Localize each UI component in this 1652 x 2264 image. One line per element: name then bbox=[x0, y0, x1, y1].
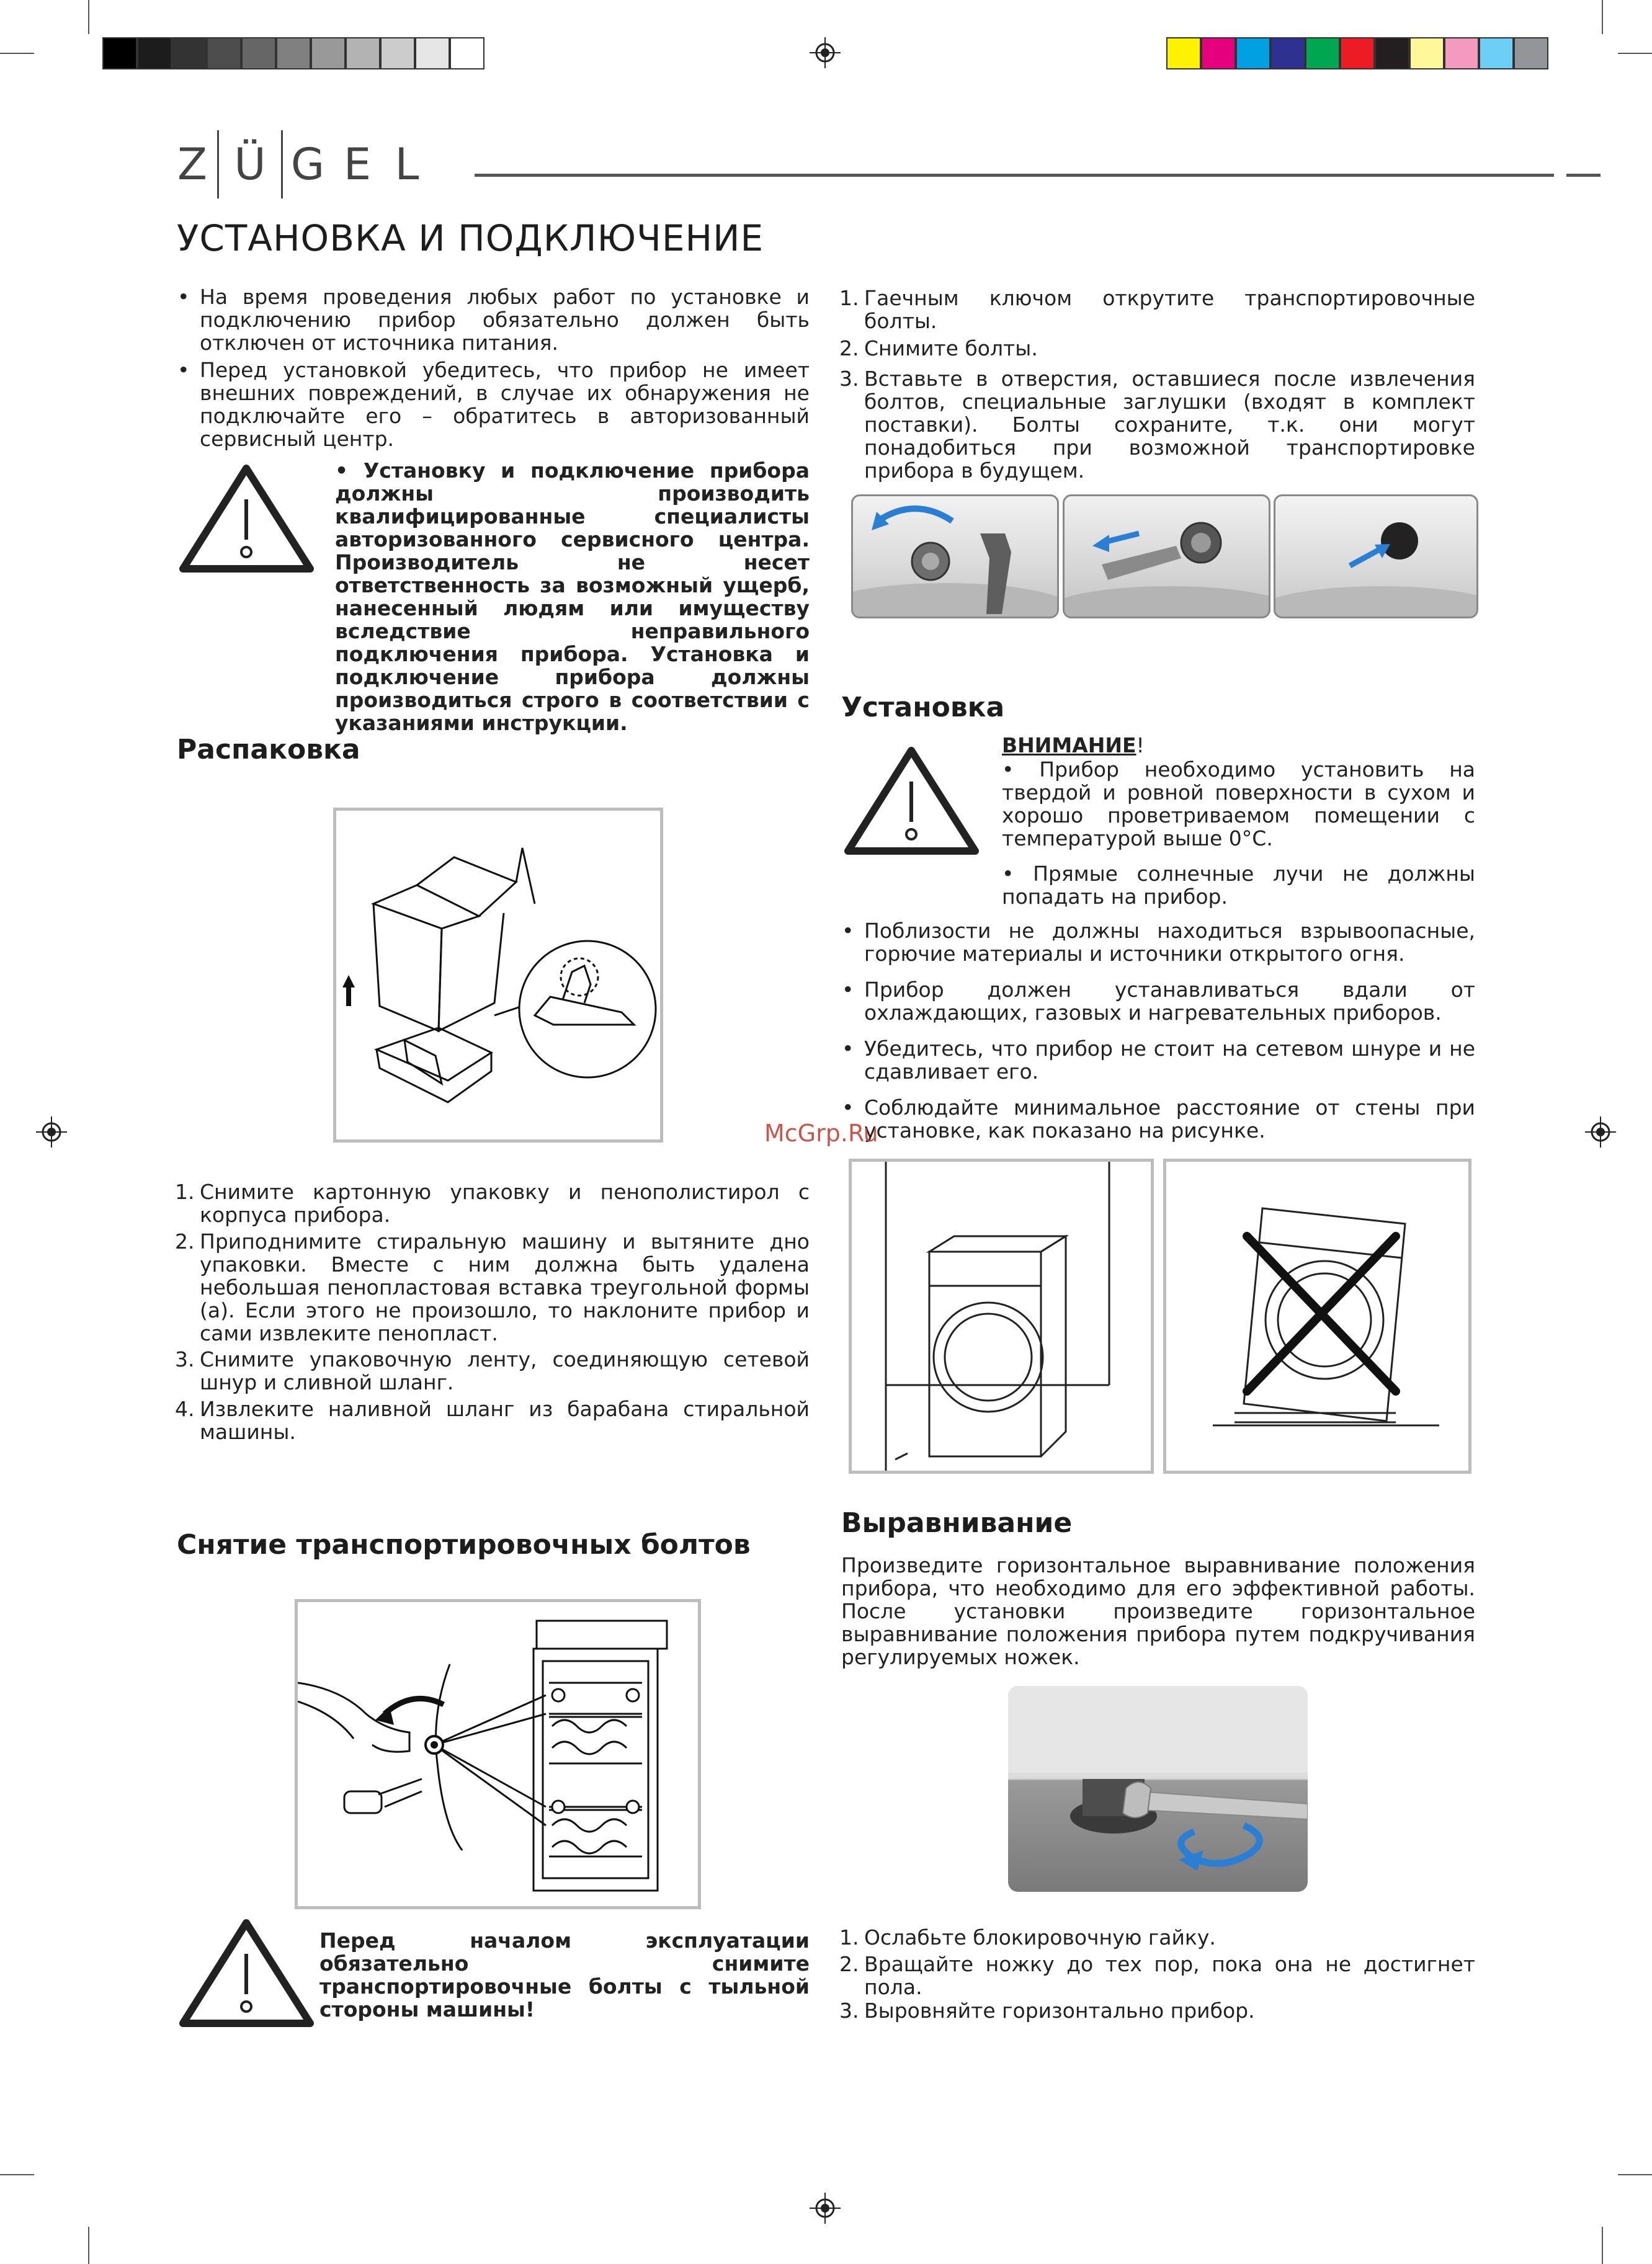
leveling-text: Произведите горизонтальное выравнивание положения прибора, что необходимо для его эффективной работы. После установки произведите горизонтальное выравнивание положения прибора путем подкручивания регулируемых ножек. bbox=[841, 1553, 1475, 1669]
grayscale-swatch bbox=[207, 37, 241, 69]
attention-item-text: Прямые солнечные лучи не должны попадать на прибор. bbox=[1002, 862, 1475, 909]
bolts-illustration bbox=[295, 1599, 701, 1909]
step-text: Снимите упаковочную ленту, соединяющую сетевой шнур и сливной шланг. bbox=[200, 1347, 810, 1394]
grayscale-swatch bbox=[172, 37, 207, 69]
bolt-removal-photo-2 bbox=[1063, 494, 1270, 618]
header-divider-end bbox=[1566, 174, 1601, 177]
bolts-step bbox=[839, 286, 1475, 333]
process-swatch bbox=[1514, 37, 1548, 69]
bolt-removal-photo-1 bbox=[851, 494, 1059, 618]
process-swatch bbox=[1305, 37, 1340, 69]
step-text: Снимите болты. bbox=[864, 336, 1038, 360]
attention-label bbox=[1002, 734, 1145, 757]
installation-bullet-text: Убедитесь, что прибор не стоит на сетевом шнуре и не сдавливает его. bbox=[864, 1036, 1475, 1084]
unpacking-step bbox=[175, 1229, 810, 1345]
brand-letter: G bbox=[290, 139, 325, 190]
unpacking-heading: Распаковка bbox=[177, 734, 360, 765]
installation-bullet: • Убедитесь, что прибор не стоит на сетевом шнуре и не сдавливает его. bbox=[842, 1036, 1475, 1084]
installation-heading: Установка bbox=[841, 692, 1005, 723]
installation-bullet-text: Прибор должен устанавливаться вдали от охлаждающих, газовых и нагревательных приборов. bbox=[864, 978, 1475, 1025]
brand-logo bbox=[167, 136, 432, 192]
leveling-heading: Выравнивание bbox=[841, 1507, 1073, 1539]
step-text: Вращайте ножку до тех пор, пока она не достигнет пола. bbox=[864, 1952, 1475, 1999]
crop-mark bbox=[1602, 2227, 1603, 2264]
leveling-step bbox=[839, 1999, 1475, 2023]
process-swatch bbox=[1166, 37, 1201, 69]
grayscale-swatch bbox=[241, 37, 276, 69]
attention-mark: ! bbox=[1136, 733, 1145, 757]
crop-mark bbox=[0, 2174, 34, 2175]
attention-label-text: ВНИМАНИЕ bbox=[1002, 733, 1136, 757]
brand-letter: E bbox=[343, 139, 372, 190]
process-swatch bbox=[1479, 37, 1514, 69]
installation-bullet-text: Соблюдайте минимальное расстояние от стены при установке, как показано на рисунке. bbox=[864, 1095, 1475, 1143]
step-text: Извлеките наливной шланг из барабана стиральной машины. bbox=[200, 1397, 810, 1444]
intro-warning: • Установку и подключение прибора должны производить квалифицированные специалисты авторизованного сервисного центра. Производитель не несет ответственность за возможный ущерб, нанесенный людям или имуществу вследствие неправильного подключения прибора. Установка и подключение прибора должны производиться строго в соответствии с указаниями инструкции. bbox=[335, 458, 810, 735]
process-swatch bbox=[1201, 37, 1236, 69]
step-number: 1. bbox=[839, 1925, 859, 1950]
process-swatch bbox=[1375, 37, 1409, 69]
step-number: 3. bbox=[839, 1999, 859, 2023]
step-number: 2. bbox=[839, 1952, 859, 1976]
wall-distance-illustration bbox=[849, 1159, 1154, 1474]
attention-item-text: Прибор необходимо установить на твердой и ровной поверхности в сухом и хорошо проветриваемом помещении с температурой выше 0°С. bbox=[1002, 757, 1475, 850]
page-title: УСТАНОВКА И ПОДКЛЮЧЕНИЕ bbox=[177, 217, 764, 259]
attention-item: • Прибор необходимо установить на твердой и ровной поверхности в сухом и хорошо проветриваемом помещении с температурой выше 0°С. bbox=[1002, 757, 1475, 850]
intro-bullet: • На время проведения любых работ по установке и подключению прибор обязательно должен быть отключен от источника питания. bbox=[177, 285, 810, 355]
step-number: 2. bbox=[175, 1229, 195, 1254]
grayscale-swatch bbox=[276, 37, 311, 69]
step-number: 3. bbox=[175, 1347, 195, 1371]
step-text: Выровняйте горизонтально прибор. bbox=[864, 1999, 1255, 2023]
registration-mark-bottom-icon bbox=[810, 2193, 841, 2224]
brand-letter: L bbox=[395, 139, 419, 190]
warning-triangle-icon bbox=[177, 1917, 316, 2028]
intro-bullet-text: На время проведения любых работ по установке и подключению прибор обязательно должен быть отключен от источника питания. bbox=[200, 285, 810, 355]
step-text: Вставьте в отверстия, оставшиеся после извлечения болтов, специальные заглушки (входят в комплект поставки). Болты сохраните, т.к. они могут понадобиться при возможной транспортировке прибора в будущем. bbox=[864, 367, 1475, 483]
process-swatch bbox=[1270, 37, 1305, 69]
step-number: 2. bbox=[839, 336, 859, 360]
crop-mark bbox=[0, 53, 34, 54]
intro-warning-text: Установку и подключение прибора должны производить квалифицированные специалисты авторизованного сервисного центра. Производитель не несет ответственность за возможный ущерб, нанесенный людям или имуществу вследствие неправильного подключения прибора. Установка и подключение прибора должны производиться строго в соответствии с указаниями инструкции. bbox=[335, 458, 810, 735]
installation-bullet: • Поблизости не должны находиться взрывоопасные, горючие материалы и источники открытого огня. bbox=[842, 919, 1475, 966]
crop-mark bbox=[1618, 2174, 1652, 2175]
intro-bullet-text: Перед установкой убедитесь, что прибор не имеет внешних повреждений, в случае их обнаружения не подключайте его – обратитесь в авторизованный сервисный центр. bbox=[200, 358, 810, 451]
bolts-step bbox=[839, 336, 1475, 360]
installation-bullet: • Соблюдайте минимальное расстояние от стены при установке, как показано на рисунке. bbox=[842, 1095, 1475, 1143]
grayscale-swatch bbox=[311, 37, 346, 69]
installation-bullet: • Прибор должен устанавливаться вдали от охлаждающих, газовых и нагревательных приборов. bbox=[842, 978, 1475, 1025]
incorrect-placement-illustration bbox=[1163, 1159, 1471, 1474]
header-divider bbox=[475, 174, 1554, 177]
grayscale-swatch bbox=[346, 37, 380, 69]
bolts-warning: Перед началом эксплуатации обязательно снимите транспортировочные болты с тыльной стороны машины! bbox=[319, 1928, 810, 2021]
brand-letter: Ü bbox=[217, 130, 283, 198]
warning-triangle-icon bbox=[842, 744, 981, 856]
crop-mark bbox=[88, 2227, 89, 2264]
process-swatch bbox=[1236, 37, 1270, 69]
step-number: 1. bbox=[839, 286, 859, 310]
installation-bullet-text: Поблизости не должны находиться взрывоопасные, горючие материалы и источники открытого огня. bbox=[864, 919, 1475, 966]
unpacking-illustration bbox=[333, 808, 663, 1143]
brand-letter: Z bbox=[177, 139, 207, 190]
crop-mark bbox=[1618, 53, 1652, 54]
bolt-removal-photo-3 bbox=[1274, 494, 1478, 618]
step-text: Ослабьте блокировочную гайку. bbox=[864, 1925, 1216, 1950]
intro-bullet: • Перед установкой убедитесь, что прибор не имеет внешних повреждений, в случае их обнаружения не подключайте его – обратитесь в авторизованный сервисный центр. bbox=[177, 358, 810, 451]
unpacking-step bbox=[175, 1180, 810, 1227]
process-swatch bbox=[1340, 37, 1375, 69]
unpacking-step bbox=[175, 1397, 810, 1444]
step-number: 4. bbox=[175, 1397, 195, 1421]
attention-item: • Прямые солнечные лучи не должны попадать на прибор. bbox=[1002, 862, 1475, 909]
grayscale-swatch bbox=[102, 37, 137, 69]
grayscale-swatch bbox=[380, 37, 415, 69]
step-text: Приподнимите стиральную машину и вытяните дно упаковки. Вместе с ним должна быть удалена небольшая пенопластовая вставка треугольной формы (a). Если этого не произошло, то наклоните прибор и сами извлеките пенопласт. bbox=[200, 1229, 810, 1345]
grayscale-swatch bbox=[137, 37, 172, 69]
registration-mark-right-icon bbox=[1585, 1116, 1616, 1148]
crop-mark bbox=[1602, 0, 1603, 34]
process-swatch bbox=[1409, 37, 1444, 69]
leveling-foot-photo bbox=[1008, 1686, 1308, 1892]
grayscale-swatch bbox=[450, 37, 484, 69]
leveling-step bbox=[839, 1952, 1475, 1999]
warning-triangle-icon bbox=[177, 462, 316, 574]
grayscale-swatch bbox=[415, 37, 450, 69]
bolts-heading: Снятие транспортировочных болтов bbox=[177, 1529, 751, 1561]
crop-mark bbox=[88, 0, 89, 34]
watermark: McGrp.Ru bbox=[764, 1120, 878, 1147]
leveling-step bbox=[839, 1925, 1475, 1950]
registration-mark-left-icon bbox=[36, 1116, 67, 1148]
step-text: Гаечным ключом открутите транспортировочные болты. bbox=[864, 286, 1475, 333]
registration-mark-top-icon bbox=[810, 37, 841, 68]
unpacking-step bbox=[175, 1347, 810, 1394]
step-number: 1. bbox=[175, 1180, 195, 1204]
step-number: 3. bbox=[839, 367, 859, 391]
step-text: Снимите картонную упаковку и пенополистирол с корпуса прибора. bbox=[200, 1180, 810, 1227]
process-swatch bbox=[1444, 37, 1479, 69]
bolts-step bbox=[839, 367, 1475, 483]
